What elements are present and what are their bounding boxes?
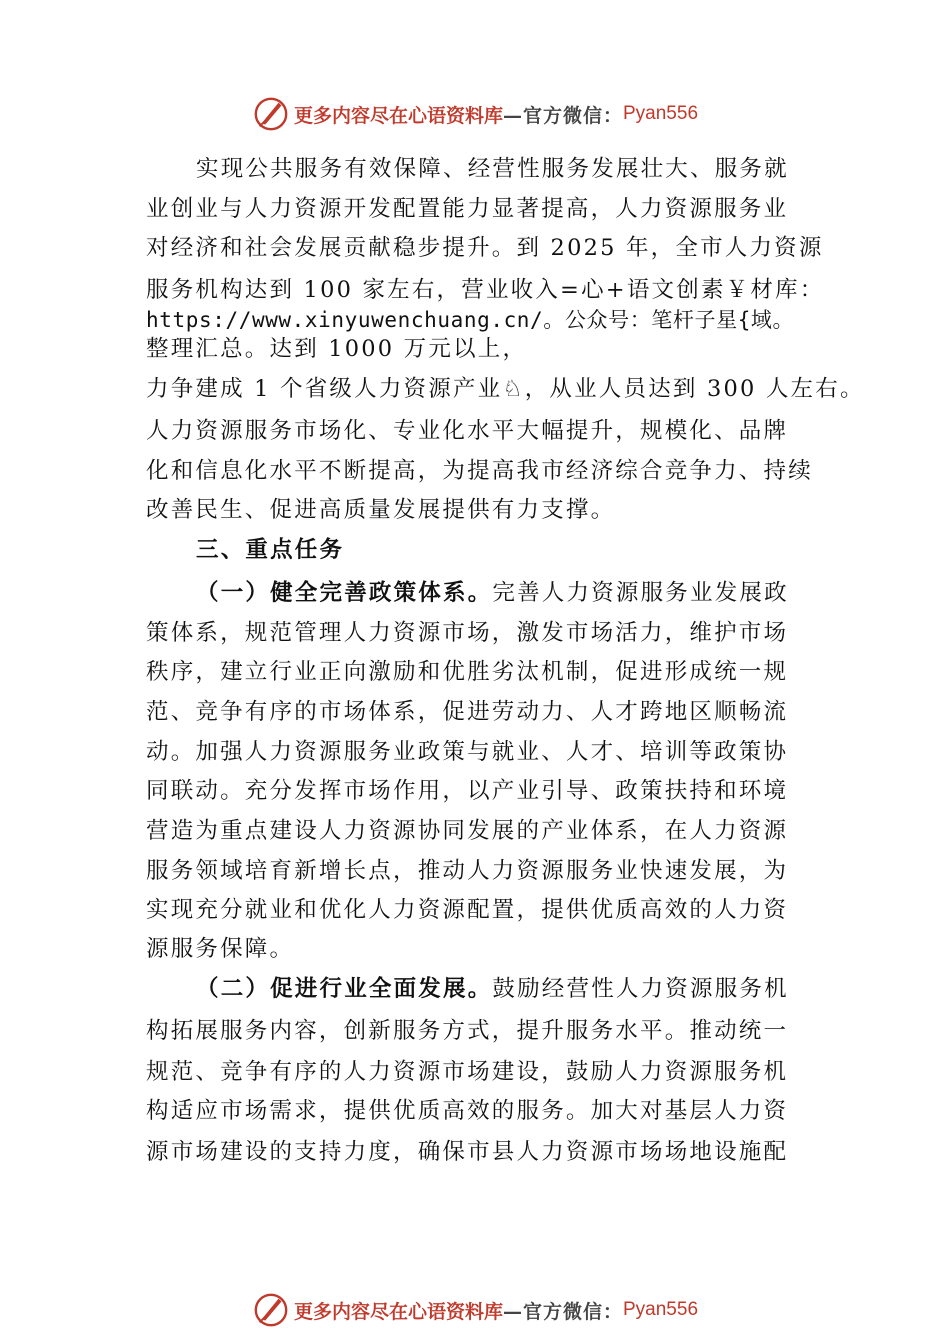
text-line: https://www.xinyuwenchuang.cn/。公众号：笔杆子星{域。 xyxy=(146,308,795,332)
text-line: 构适应市场需求，提供优质高效的服务。加大对基层人力资 xyxy=(146,1098,789,1124)
text-line: 业创业与人力资源开发配置能力显著提高，人力资源服务业 xyxy=(146,196,789,222)
text-span: 鼓励经营性人力资源服务机 xyxy=(492,976,789,1002)
text-line: 实现公共服务有效保障、经营性服务发展壮大、服务就 xyxy=(196,156,789,182)
text-line: 策体系，规范管理人力资源市场，激发市场活力，维护市场 xyxy=(146,620,789,646)
header-banner xyxy=(0,94,950,134)
quill-logo-icon xyxy=(252,95,290,133)
text-line: 范、竞争有序的市场体系，促进劳动力、人才跨地区顺畅流 xyxy=(146,699,789,725)
banner-library-text: 更多内容尽在心语资料库 xyxy=(293,1300,503,1323)
text-line: 同联动。充分发挥市场作用，以产业引导、政策扶持和环境 xyxy=(146,778,789,804)
text-line: 服务机构达到 100 家左右，营业收入=心+语文创素￥材库： xyxy=(146,277,825,303)
banner-wechat-label: —官方微信： xyxy=(502,1300,623,1323)
quill-logo-icon xyxy=(252,1291,290,1329)
text-line: 秩序，建立行业正向激励和优胜劣汰机制，促进形成统一规 xyxy=(146,659,789,685)
text-line: 服务领域培育新增长点，推动人力资源服务业快速发展，为 xyxy=(146,858,789,884)
text-line: 改善民生、促进高质量发展提供有力支撑。 xyxy=(146,497,616,523)
text-line: 整理汇总。达到 1000 万元以上， xyxy=(146,336,528,362)
text-line: 实现充分就业和优化人力资源配置，提供优质高效的人力资 xyxy=(146,897,789,923)
text-line xyxy=(196,578,789,608)
banner-library-text: 更多内容尽在心语资料库 xyxy=(293,104,503,127)
banner-wechat-id: Pyan556 xyxy=(623,103,699,124)
text-line: 营造为重点建设人力资源协同发展的产业体系，在人力资源 xyxy=(146,818,789,844)
section-heading: 三、重点任务 xyxy=(196,537,345,563)
banner-wechat-label: —官方微信： xyxy=(502,104,623,127)
footer-banner xyxy=(0,1290,950,1330)
text-line: 力争建成 1 个省级人力资源产业♘，从业人员达到 300 人左右。 xyxy=(146,376,865,402)
text-line: 源市场建设的支持力度，确保市县人力资源市场场地设施配 xyxy=(146,1139,789,1165)
text-line xyxy=(196,974,789,1004)
text-line: 化和信息化水平不断提高，为提高我市经济综合竞争力、持续 xyxy=(146,458,813,484)
text-span: 完善人力资源服务业发展政 xyxy=(492,580,789,606)
subheading: （一）健全完善政策体系。 xyxy=(196,580,493,606)
text-line: 对经济和社会发展贡献稳步提升。到 2025 年，全市人力资源 xyxy=(146,235,824,261)
subheading: （二）促进行业全面发展。 xyxy=(196,976,493,1002)
text-line: 动。加强人力资源服务业政策与就业、人才、培训等政策协 xyxy=(146,739,789,765)
text-line: 规范、竞争有序的人力资源市场建设，鼓励人力资源服务机 xyxy=(146,1059,789,1085)
text-line: 源服务保障。 xyxy=(146,936,295,962)
banner-wechat-id: Pyan556 xyxy=(623,1299,699,1320)
text-line: 人力资源服务市场化、专业化水平大幅提升，规模化、品牌 xyxy=(146,418,789,444)
text-line: 构拓展服务内容，创新服务方式，提升服务水平。推动统一 xyxy=(146,1018,789,1044)
